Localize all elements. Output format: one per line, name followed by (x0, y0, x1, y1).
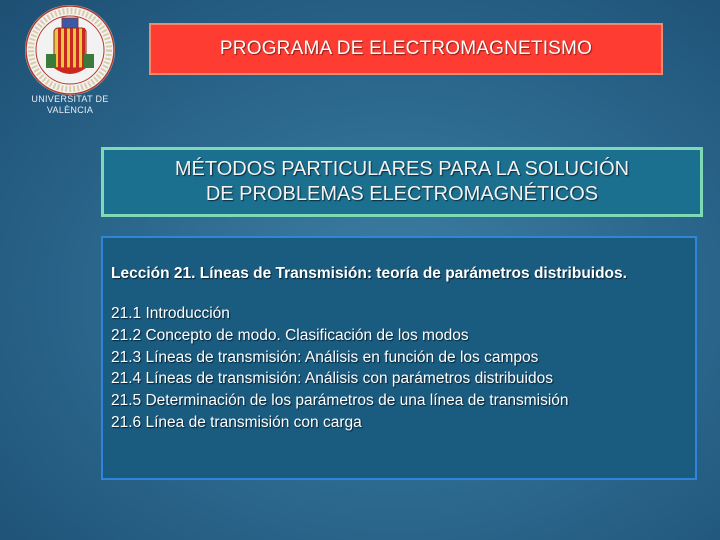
topic-item: 21.3 Líneas de transmisión: Análisis en función de los campos (111, 348, 539, 366)
university-name-line2: VALÈNCIA (46, 105, 94, 115)
topic-item: 21.6 Línea de transmisión con carga (111, 413, 362, 431)
lesson-content-box (101, 236, 697, 480)
topic-item: 21.4 Líneas de transmisión: Análisis con parámetros distribuidos (111, 370, 553, 388)
slide-title-line2: DE PROBLEMAS ELECTROMAGNÉTICOS (205, 183, 599, 205)
university-name-line1: UNIVERSITAT DE (31, 94, 109, 104)
topic-item: 21.2 Concepto de modo. Clasificación de los modos (111, 326, 469, 344)
lesson-heading: Lección 21. Líneas de Transmisión: teoría de parámetros distribuidos. (111, 265, 627, 282)
topic-list (111, 303, 687, 434)
university-name (20, 94, 120, 116)
program-title: PROGRAMA DE ELECTROMAGNETISMO (219, 38, 593, 59)
slide-title-line1: MÉTODOS PARTICULARES PARA LA SOLUCIÓN (174, 158, 630, 180)
program-header (149, 23, 663, 75)
slide-title-box (101, 147, 703, 217)
topic-item: 21.1 Introducción (111, 305, 230, 322)
university-seal-logo (24, 4, 116, 96)
topic-item: 21.5 Determinación de los parámetros de una línea de transmisión (111, 392, 569, 410)
